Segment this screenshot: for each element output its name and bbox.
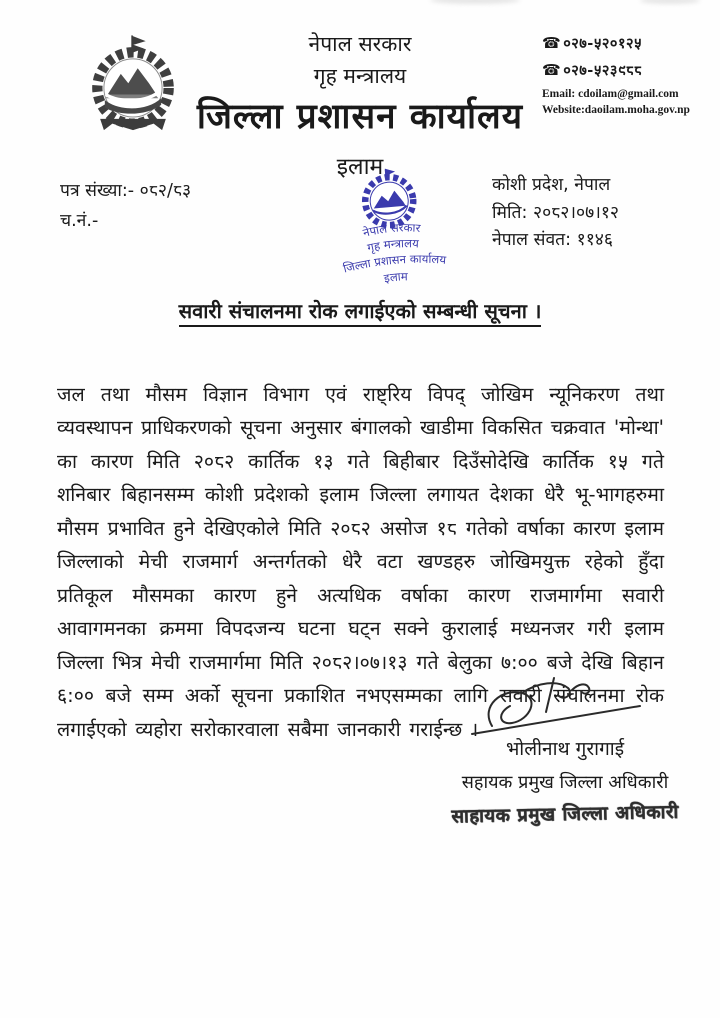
phone-line-2: [542, 60, 690, 79]
phone-line-1: [542, 36, 690, 52]
date-block: [492, 172, 619, 255]
signer-designation: सहायक प्रमुख जिल्ला अधिकारी: [461, 772, 669, 793]
scan-artifact: [430, 0, 520, 4]
email-line: Email: cdoilam@gmail.com: [542, 88, 679, 100]
reference-block: [60, 176, 191, 236]
date-line: मिति: २०८२।०७।१२: [492, 202, 620, 223]
letter-ref-number: पत्र संख्या:- ०८२/८३: [60, 181, 192, 201]
phone-number-1: ०२७-५२०१२५: [563, 36, 643, 52]
province-line: कोशी प्रदेश, नेपाल: [492, 175, 611, 195]
contact-block: [542, 36, 690, 120]
dispatch-number: च.नं.-: [60, 211, 99, 231]
designation-stamp-impression: साहायक प्रमुख जिल्ला अधिकारी: [451, 801, 679, 828]
signer-name: भोलीनाथ गुरागाई: [505, 738, 625, 760]
seal-text-office: जिल्ला प्रशासन कार्यालय: [341, 251, 447, 276]
subject-heading: [0, 297, 720, 324]
letterhead-district: इलाम: [336, 154, 384, 180]
signer-block: [420, 735, 710, 826]
letter-body-paragraph: जल तथा मौसम विज्ञान विभाग एवं राष्ट्रिय विपद् जोखिम न्यूनिकरण तथा व्यवस्थापन प्राधिकरणको सूचना अनुसार बंगालको खाडीमा विकसित चक्रवात 'मोन्था' का कारण मिति २०८२ कार्तिक १३ गते बिहीबार दिउँसोदेखि कार्तिक १५ गते शनिबार बिहानसम्म कोशी प्रदेशको इलाम जिल्ला लगायत देशका धेरै भू-भागहरुमा मौसम प्रभावित हुने देखिएकोले मिति २०८२ असोज १८ गतेको वर्षाका कारण इलाम जिल्लाको मेची राजमार्ग अन्तर्गतको धेरै वटा खण्डहरु जोखिमयुक्त रहेको हुँदा प्रतिकूल मौसमका कारण हुने अत्यधिक वर्षाका कारण राजमार्गमा सवारी आवागमनका क्रममा विपदजन्य घटना घट्न सक्ने कुरालाई मध्यनजर गरी इलाम जिल्ला भित्र मेची राजमार्गमा मिति २०८२।०७।१३ गते बेलुका ७:०० बजे देखि बिहान ६:०० बजे सम्म अर्को सूचना प्रकाशित नभएसम्मका लागि सवारी संचालनमा रोक लगाईएको व्यहोरा सरोकारवाला सबैमा जानकारी गराईन्छ ।: [57, 382, 664, 741]
phone-number-2: ०२७-५२३९८८: [563, 62, 643, 79]
letterhead-government: नेपाल सरकार: [308, 32, 412, 56]
nepal-sambat-line: नेपाल संवत: ११४६: [492, 230, 614, 250]
svg-text:इलाम: [383, 269, 410, 286]
website-line: Website:daoilam.moha.gov.np: [542, 103, 690, 116]
office-seal-stamp: [312, 157, 472, 309]
letterhead-office-title: जिल्ला प्रशासन कार्यालय: [196, 97, 524, 137]
seal-text-ministry: गृह मन्त्रालय: [365, 236, 420, 255]
phone-icon: ☎: [542, 34, 562, 52]
phone-icon: ☎: [542, 60, 562, 79]
seal-text-district: इलाम: [382, 269, 408, 286]
seal-text-government: नेपाल सरकार: [361, 220, 421, 240]
letterhead-ministry: गृह मन्त्रालय: [313, 64, 407, 88]
scan-artifact: [640, 0, 700, 4]
subject-text: सवारी संचालनमा रोक लगाईएको सम्बन्धी सूचना ।: [179, 299, 542, 327]
